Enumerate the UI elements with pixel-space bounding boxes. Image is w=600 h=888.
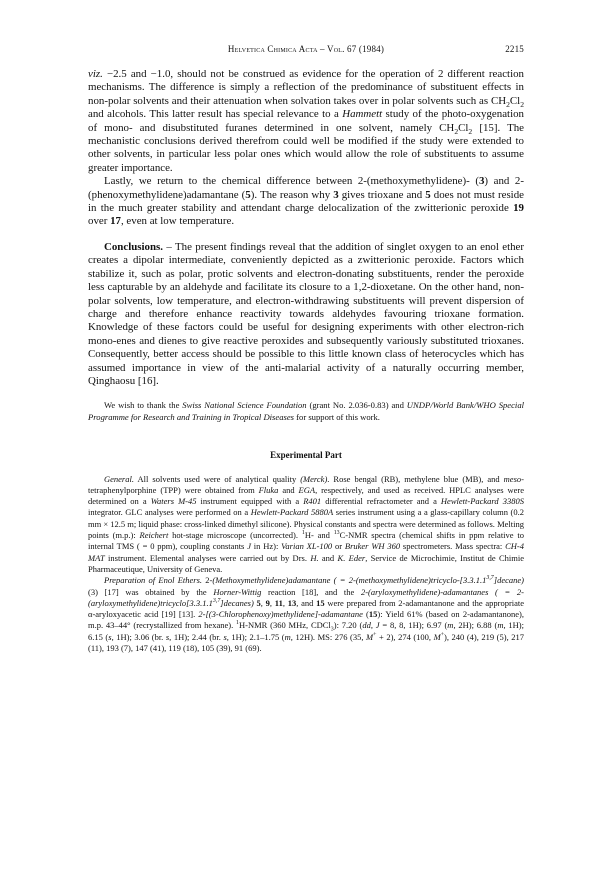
- text-run: −2.5 and −1.0, should not be construed as evidence for the operation of 2 different reaction mechanisms. The difference is simply a reflection of the predominance of substituent effects in non-polar solvents and their attenuation when solvation takes over in polar solvents such as CH: [88, 68, 524, 107]
- subscript: 2: [506, 99, 510, 109]
- emphasis: Reichert: [139, 530, 169, 541]
- emphasis: Hewlett-Packard 3380S: [440, 496, 524, 507]
- text-run: ,: [282, 597, 288, 608]
- text-run: ) and 2-(phenoxymethylidene)adamantane (: [88, 175, 525, 201]
- emphasis: s: [165, 631, 170, 642]
- emphasis: Fluka: [258, 484, 279, 495]
- text-run: or: [332, 541, 345, 552]
- emphasis: EGA: [298, 484, 316, 495]
- text-run: -tetraphenylporphine (TPP) were obtained from: [88, 473, 524, 495]
- journal-title: Helvetica Chimica Acta – Vol. 67 (1984): [227, 44, 385, 54]
- experimental-heading: Experimental Part: [270, 449, 342, 460]
- emphasis: Hammett: [342, 108, 383, 121]
- experimental-section: [88, 474, 524, 655]
- text-run: C-NMR spectra (chemical shifts in ppm relative to internal TMS ( = 0 ppm), coupling constants: [88, 530, 524, 552]
- emphasis: m: [497, 620, 504, 631]
- emphasis: Preparation of Enol Ethers.: [104, 575, 203, 586]
- emphasis: ]decanes): [220, 597, 254, 608]
- text-run: and alcohols. This latter result has special relevance to a: [88, 108, 343, 121]
- emphasis: 2-[(3-Chlorophenoxy)methylidene]-adamantane: [198, 609, 363, 620]
- emphasis: J: [375, 620, 380, 631]
- text-run: and: [318, 552, 338, 563]
- superscript: 3,7: [212, 597, 221, 604]
- text-run: and: [278, 484, 299, 495]
- emphasis: (Merck): [300, 473, 328, 484]
- emphasis: dd: [362, 620, 371, 631]
- text-run: over: [88, 215, 111, 228]
- text-run: , Service de Microchimie, Institut de Chimie Pharmaceutique, University of Geneva.: [88, 552, 524, 574]
- emphasis: UNDP/World Bank/WHO Special Programme for Research and Training in Tropical Diseases: [88, 400, 525, 422]
- text-run: ): 7.20 (: [333, 620, 363, 631]
- text-run: , 12H). MS: 276 (35,: [290, 631, 367, 642]
- emphasis: R401: [303, 496, 322, 507]
- superscript: 3,7: [486, 575, 494, 582]
- paragraph-general: [88, 474, 524, 576]
- emphasis: Waters M-45: [150, 496, 197, 507]
- emphasis: (Methoxymethylidene)adamantane ( = 2-(methoxymethylidene)tricyclo-[3.3.1.1: [212, 575, 487, 586]
- running-header: [88, 44, 524, 58]
- text-run: for support of this work.: [294, 411, 380, 422]
- emphasis: J: [247, 541, 251, 552]
- emphasis: m: [284, 631, 291, 642]
- superscript: +: [440, 631, 445, 638]
- text-run: instrument equipped with a: [196, 496, 304, 507]
- emphasis: General.: [104, 473, 134, 484]
- emphasis: s: [108, 631, 112, 642]
- text-run: . Rose bengal (RB), methylene blue (MB), and: [327, 473, 504, 484]
- emphasis: Hewlett-Packard 5880A: [250, 507, 334, 518]
- emphasis: viz.: [88, 68, 103, 80]
- superscript: 1: [301, 530, 305, 537]
- emphasis: M: [433, 631, 441, 642]
- emphasis: H.: [310, 552, 319, 563]
- text-run: in Hz):: [250, 541, 282, 552]
- emphasis: M: [366, 631, 374, 642]
- text-run: , and: [296, 597, 317, 608]
- text-run: ). The reason why: [250, 188, 334, 201]
- text-run: , respectively, and used as received. HPLC analyses were determined on a: [88, 484, 524, 507]
- text-run: H-NMR (360 MHz, CDCl: [238, 620, 331, 631]
- superscript: +: [373, 631, 377, 638]
- text-run: [15]. The mechanistic conclusions derived therefrom could well be modified if the study were extended to other solvents, in particular less polar ones which would allow the role of substituents to assume greater importance.: [88, 121, 524, 174]
- text-run: reaction [18], and the: [261, 586, 361, 597]
- compound-number: 17: [110, 215, 121, 228]
- compound-number: 3: [478, 175, 485, 188]
- subscript: 2: [520, 99, 524, 109]
- text-run: Cl: [458, 121, 469, 134]
- text-run: spectrometers. Mass spectra:: [400, 541, 506, 552]
- compound-number: 13: [287, 597, 297, 608]
- emphasis: Swiss National Science Foundation: [182, 400, 307, 411]
- text-run: , 1H); 2.1–1.75 (: [226, 631, 285, 642]
- text-run: , 1H); 3.06 (br.: [111, 631, 166, 642]
- emphasis: CH-4 MAT: [88, 541, 524, 563]
- text-run: ), 240 (4), 219 (5), 217 (11), 193 (7), 147 (41), 119 (18), 105 (39), 91 (69).: [88, 631, 524, 653]
- text-run: , 1H); 2.44 (br.: [169, 631, 224, 642]
- text-run: does not must reside in the much greater stability and attendant charge delocalization of the zwitterionic peroxide: [88, 188, 524, 215]
- text-run: = 8, 8, 1H); 6.97 (: [379, 620, 448, 631]
- emphasis: m: [447, 620, 454, 631]
- compound-number: 5: [425, 188, 431, 201]
- text-run: series instrument using a a glass-capillary column (0.2 mm × 12.5 m; liquid phase: cross-linked dimethyl silicone). Physical constants and spectra were determined as follows. Melting points (m.p.):: [88, 507, 524, 541]
- compound-number: 15: [368, 609, 378, 620]
- text-run: , even at low temperature.: [120, 215, 235, 228]
- text-run: H- and: [304, 530, 334, 541]
- text-run: differential refractometer and a: [321, 496, 441, 507]
- compound-number: 5: [245, 188, 251, 201]
- text-run: Lastly, we return to the chemical difference between 2-(methoxymethylidene)- (: [104, 175, 479, 188]
- emphasis: Varian XL-100: [281, 541, 333, 552]
- compound-number: 11: [274, 597, 283, 608]
- text-run: ,: [269, 597, 275, 608]
- subscript: 2: [468, 126, 473, 136]
- compound-number: 15: [316, 597, 325, 608]
- journal-page: [88, 44, 524, 654]
- emphasis: Horner-Wittig: [213, 586, 262, 597]
- text-run: ): Yield 61% (based on 2-adamantanone), m.p. 43–44° (recrystallized from hexane).: [88, 609, 524, 631]
- subscript: 3: [330, 627, 334, 634]
- text-run: – The present findings reveal that the addition of singlet oxygen to an enol ether creates a dipolar intermediate, conveniently depicted as a zwitterionic peroxide. Factors which stabilize it, such as polar, protic solvents and electron-donating substituents, render the peroxide less capturable by an aldehyde and facilitate its closure to a 1,2-dioxetane. On the other hand, non-polar solvents, low temperature, and electron-withdrawing substituents will prevent dispersion of charge and therefore enhance reactivity towards aldehydes favouring trioxane formation. Knowledge of these factors could be useful for designing experiments with other electron-rich mono-enes and dienes to give reactive peroxides and subsequently variously substituted trioxanes. Consequently, better access should be possible to this little known class of heterocycles which has assumed importance in view of the anti-malarial activity of a naturally occurring member, Qinghaosu [16].: [88, 240, 524, 387]
- acknowledgement: [88, 400, 524, 423]
- text-run: ,: [370, 620, 376, 631]
- emphasis: meso: [503, 473, 522, 484]
- compound-number: 3: [333, 188, 339, 201]
- text-run: integrator. GLC analyses were performed on a: [88, 507, 251, 518]
- text-run: + 2), 274 (100,: [376, 631, 434, 642]
- text-run: gives trioxane and: [338, 188, 426, 201]
- text-run: ,: [260, 597, 266, 608]
- superscript: 1: [236, 620, 239, 627]
- compound-number: 9: [265, 597, 270, 608]
- main-text: [88, 68, 524, 388]
- paragraph-chemical-difference: [88, 175, 524, 229]
- superscript: 13: [333, 530, 340, 537]
- text-run: (: [362, 609, 369, 620]
- text-run: (grant No. 2.036-0.83) and: [306, 400, 407, 411]
- emphasis: s: [223, 631, 227, 642]
- emphasis: K. Eder: [337, 552, 366, 563]
- page-number: 2215: [505, 44, 524, 54]
- subscript: 2: [454, 126, 459, 136]
- compound-number: 19: [513, 202, 524, 215]
- compound-number: 5: [256, 597, 261, 608]
- text-run: , 2H); 6.88 (: [453, 620, 498, 631]
- paragraph-conclusions: [88, 241, 524, 388]
- conclusions-heading: Conclusions.: [104, 240, 164, 253]
- emphasis: Bruker WH 360: [344, 541, 401, 552]
- text-run: (3) [17] was obtained by the: [88, 586, 214, 597]
- text-run: 2-: [202, 575, 213, 586]
- text-run: instrument. Elemental analyses were carried out by Drs.: [104, 552, 311, 563]
- emphasis: 2-(aryloxymethylidene)-adamantanes ( = 2-(aryloxymethylidene)tricyclo[3.3.1.1: [88, 586, 524, 608]
- text-run: We wish to thank the: [104, 400, 183, 411]
- text-run: were prepared from 2-adamantanone and the appropriate α-aryloxyacetic acid [19] [13].: [88, 597, 525, 620]
- text-run: hot-stage microscope (uncorrected).: [168, 530, 302, 541]
- emphasis: ]decane): [493, 575, 524, 586]
- paragraph-enol-ethers: [88, 575, 524, 654]
- text-run: study of the photo-oxygenation of mono- and disubstituted furanes determined in one solvent, namely CH: [88, 108, 524, 134]
- text-run: , 1H); 6.15 (: [88, 620, 524, 642]
- text-run: Cl: [509, 94, 521, 107]
- text-run: All solvents used were of analytical quality: [133, 473, 301, 484]
- paragraph-substituent-effects: [88, 68, 524, 175]
